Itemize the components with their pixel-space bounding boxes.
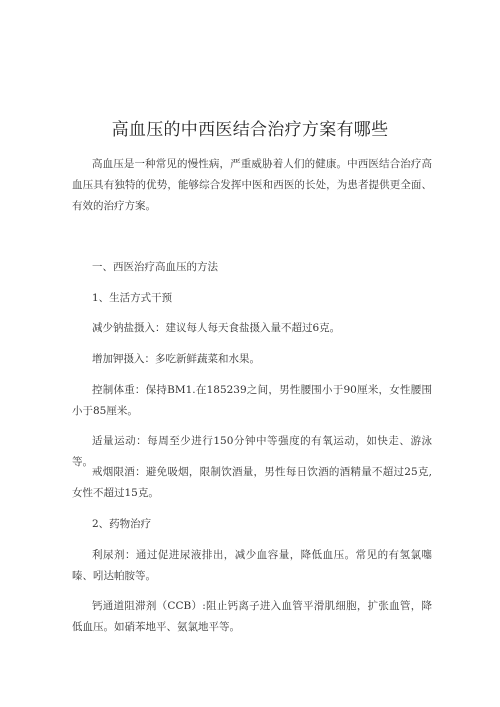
section-heading-western-medicine: 一、西医治疗高血压的方法 [92,261,218,273]
document-title: 高血压的中西医结合治疗方案有哪些 [111,120,389,140]
item-exercise: 适量运动：每周至少进行150分钟中等强度的有氧运动，如快走、游泳等。 [72,435,432,468]
item-reduce-salt: 减少钠盐摄入：建议每人每天食盐摄入量不超过6克。 [92,322,341,334]
intro-paragraph: 高血压是一种常见的慢性病，严重威胁着人们的健康。中西医结合治疗高血压具有独特的优势，能够综合发挥中医和西医的长处，为患者提供更全面、有效的治疗方案。 [72,158,432,212]
item-calcium-channel-blockers: 钙通道阻滞剂（CCB）:阻止钙离子进入血管平滑肌细胞，扩张血管，降低血压。如硝苯地平、氨氯地平等。 [72,600,432,633]
item-quit-smoking: 戒烟限酒：避免吸烟，限制饮酒量，男性每日饮酒的酒精量不超过25克, 女性不超过15克。 [72,466,432,499]
subheading-medication: 2、药物治疗 [92,518,152,530]
item-weight-control: 控制体重：保持BM1.在185239之间，男性腰围小于90厘米，女性腰围小于85厘米。 [72,384,432,417]
subheading-lifestyle: 1、生活方式干预 [92,292,173,304]
item-diuretics: 利尿剂：通过促进尿液排出，减少血容量，降低血压。常见的有氢氯噻嗪、吲达帕胺等。 [72,549,432,582]
item-increase-potassium: 增加钾摄入：多吃新鲜蔬菜和水果。 [92,353,260,365]
